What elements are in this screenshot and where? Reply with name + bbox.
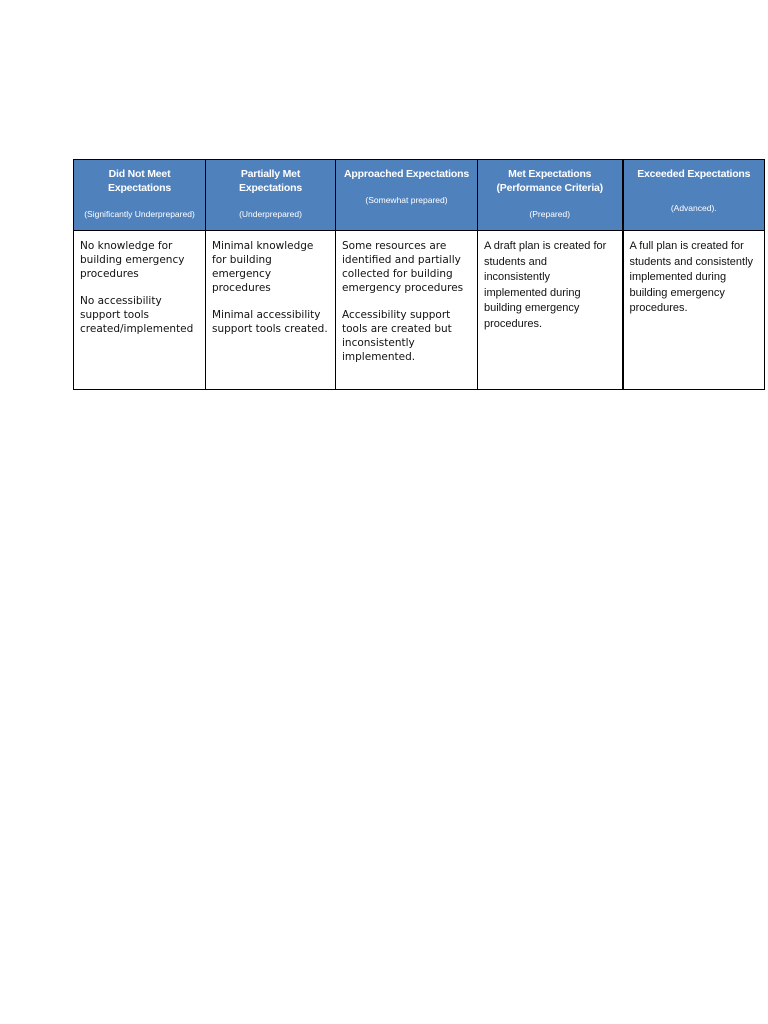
rubric-header-row	[74, 160, 765, 231]
header-title: Exceeded Expectations	[637, 168, 751, 180]
cell-paragraph: A draft plan is created for students and inconsistently implemented during building emergency procedures.	[484, 240, 607, 330]
cell-paragraph: No accessibility support tools created/implemented	[80, 295, 194, 335]
header-title: Did Not Meet Expectations	[108, 168, 171, 194]
cell-did-not-meet	[74, 231, 206, 390]
header-partially-met	[206, 160, 336, 231]
header-title: Partially Met Expectations	[239, 168, 302, 194]
header-title: Met Expectations (Performance Criteria)	[496, 168, 603, 194]
cell-approached	[336, 231, 478, 390]
cell-partially-met	[206, 231, 336, 390]
header-title: Approached Expectations	[344, 168, 469, 180]
header-did-not-meet	[74, 160, 206, 231]
header-subtitle: (Somewhat prepared)	[365, 195, 448, 205]
header-approached	[336, 160, 478, 231]
header-met	[478, 160, 623, 231]
header-exceeded	[623, 160, 765, 231]
cell-exceeded	[623, 231, 765, 390]
rubric-body-row	[74, 231, 765, 390]
header-subtitle: (Underprepared)	[239, 209, 302, 219]
header-subtitle: (Advanced).	[670, 203, 717, 213]
cell-paragraph: A full plan is created for students and consistently implemented during building emergency procedures.	[629, 240, 754, 314]
cell-paragraph: No knowledge for building emergency procedures	[80, 240, 185, 280]
cell-paragraph: Minimal knowledge for building emergency procedures	[212, 240, 314, 294]
rubric-table	[73, 159, 765, 390]
cell-paragraph: Accessibility support tools are created but inconsistently implemented.	[342, 309, 452, 363]
cell-met	[478, 231, 623, 390]
cell-paragraph: Some resources are identified and partially collected for building emergency procedures	[342, 240, 464, 294]
header-subtitle: (Significantly Underprepared)	[84, 209, 195, 219]
cell-paragraph: Minimal accessibility support tools created.	[212, 309, 328, 335]
header-subtitle: (Prepared)	[529, 209, 571, 219]
